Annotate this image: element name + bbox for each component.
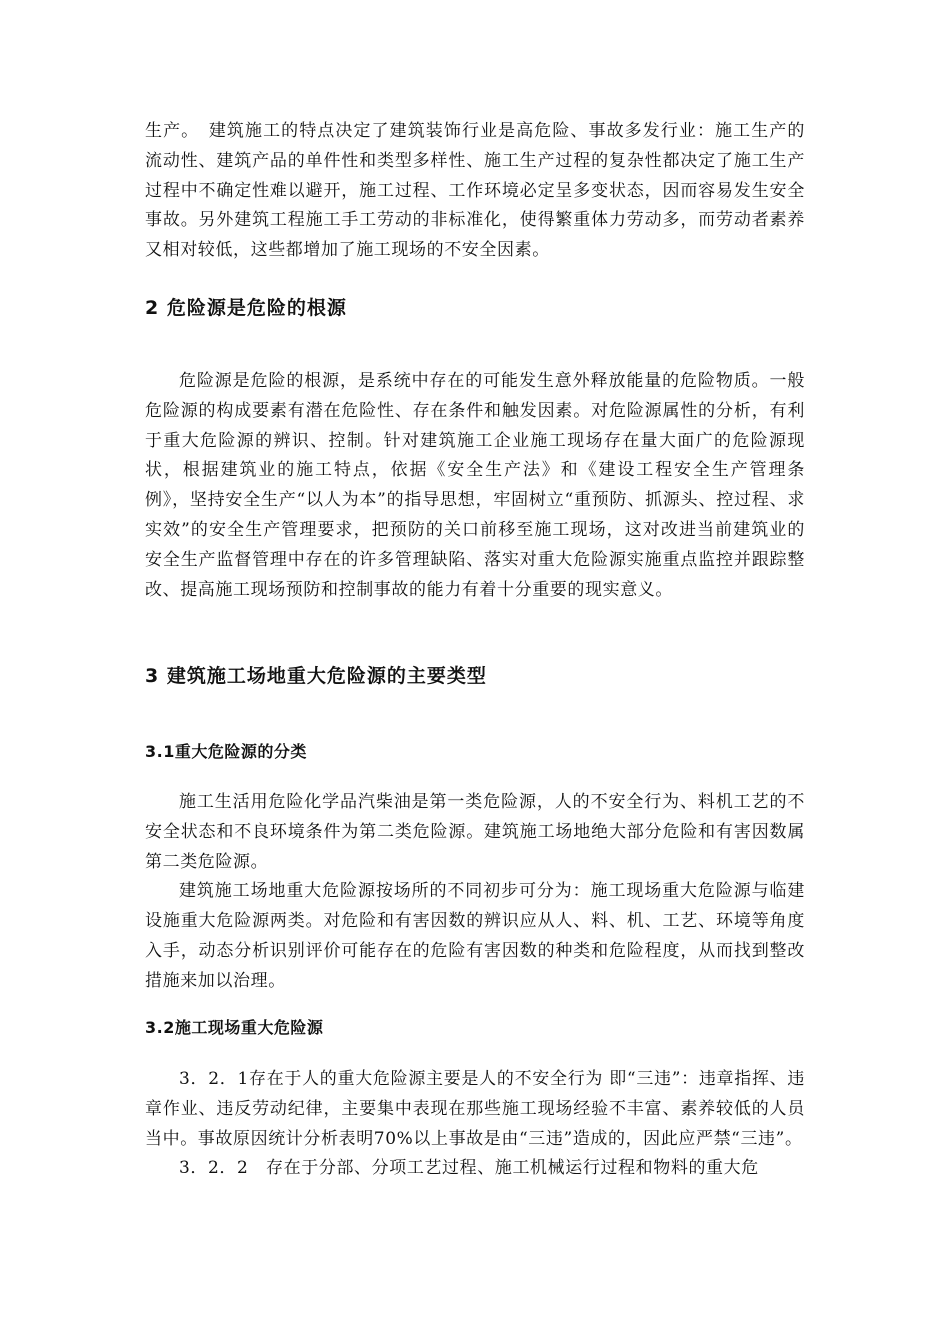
section-2-heading: 2 危险源是危险的根源 xyxy=(145,297,347,319)
section-3-1-paragraph-a: 施工生活用危险化学品汽柴油是第一类危险源，人的不安全行为、料机工艺的不安全状态和不良环境条件为第二类危险源。建筑施工场地绝大部分危险和有害因数属第二类危险源。 xyxy=(145,792,805,872)
intro-paragraph-block xyxy=(145,117,805,266)
section-3-1-heading-block xyxy=(145,739,805,762)
section-3-1-paragraph-b: 建筑施工场地重大危险源按场所的不同初步可分为：施工现场重大危险源与临建设施重大危险源两类。对危险和有害因数的辨识应从人、料、机、工艺、环境等角度入手，动态分析识别评价可能存在的危险有害因数的种类和危险程度，从而找到整改措施来加以治理。 xyxy=(145,881,805,991)
section-3-1-heading: 3.1重大危险源的分类 xyxy=(145,742,307,761)
section-3-2-heading-block xyxy=(145,1015,805,1038)
section-2-paragraph: 危险源是危险的根源，是系统中存在的可能发生意外释放能量的危险物质。一般危险源的构成要素有潜在危险性、存在条件和触发因素。对危险源属性的分析，有利于重大危险源的辨识、控制。针对建筑施工企业施工现场存在量大面广的危险源现状，根据建筑业的施工特点，依据《安全生产法》和《建设工程安全生产管理条例》，坚持安全生产“以人为本”的指导思想，牢固树立“重预防、抓源头、控过程、求实效”的安全生产管理要求，把预防的关口前移至施工现场，这对改进当前建筑业的安全生产监督管理中存在的许多管理缺陷、落实对重大危险源实施重点监控并跟踪整改、提高施工现场预防和控制事故的能力有着十分重要的现实意义。 xyxy=(145,371,805,600)
section-3-2-heading: 3.2施工现场重大危险源 xyxy=(145,1018,324,1037)
section-3-heading-block xyxy=(145,661,805,688)
section-3-2-2-paragraph: 3．2．2 存在于分部、分项工艺过程、施工机械运行过程和物料的重大危 xyxy=(179,1158,759,1179)
section-3-2-1-paragraph: 3．2．1存在于人的重大危险源主要是人的不安全行为 即“三违”：违章指挥、违章作业、违反劳动纪律，主要集中表现在那些施工现场经验不丰富、素养较低的人员当中。事故原因统计分析表明70%以上事故是由“三违”造成的，因此应严禁“三违”。 xyxy=(145,1069,805,1149)
section-3-1-paragraphs xyxy=(145,788,805,997)
section-3-heading: 3 建筑施工场地重大危险源的主要类型 xyxy=(145,665,487,687)
section-2-heading-block xyxy=(145,293,805,320)
intro-paragraph: 生产。 建筑施工的特点决定了建筑装饰行业是高危险、事故多发行业：施工生产的流动性、建筑产品的单件性和类型多样性、施工生产过程的复杂性都决定了施工生产过程中不确定性难以避开，施工过程、工作环境必定呈多变状态，因而容易发生安全事故。另外建筑工程施工手工劳动的非标准化，使得繁重体力劳动多，而劳动者素养又相对较低，这些都增加了施工现场的不安全因素。 xyxy=(145,121,805,261)
section-2-paragraph-block xyxy=(145,367,805,605)
section-3-2-paragraphs xyxy=(145,1065,805,1184)
